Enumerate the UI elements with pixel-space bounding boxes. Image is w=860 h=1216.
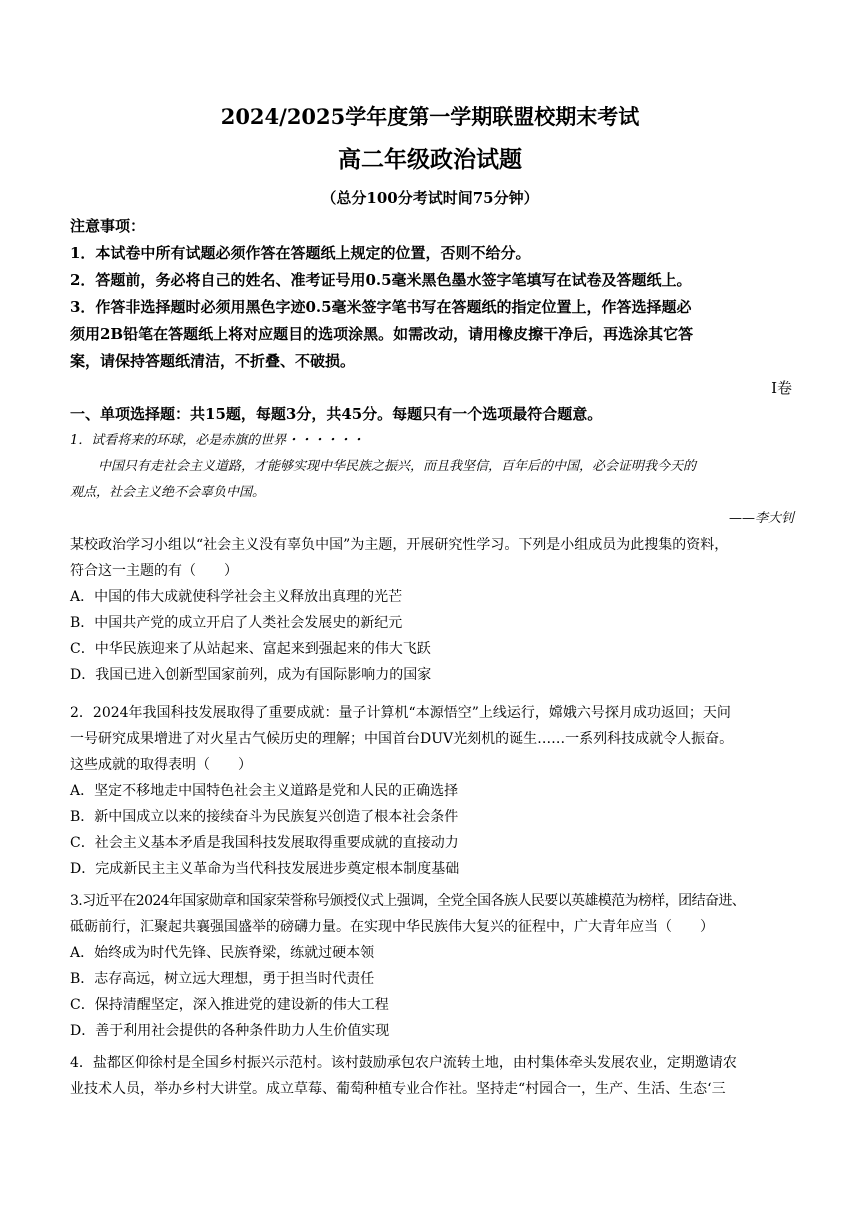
q3-option-b: B．志存高远，树立远大理想，勇于担当时代责任 [70, 971, 375, 987]
q2-option-d: D．完成新民主主义革命为当代科技发展进步奠定根本制度基础 [70, 861, 460, 877]
q1-stem: 符合这一主题的有（ ） [70, 563, 238, 579]
q2-stem: 2．2024年我国科技发展取得了重要成就：量子计算机“本源悟空”上线运行，嫦娥六号探月成功返回；天问 [70, 705, 731, 721]
exam-title: 2024/2025学年度第一学期联盟校期末考试 [220, 104, 640, 129]
notice-heading: 注意事项： [70, 217, 146, 235]
volume-label: Ⅰ卷 [771, 379, 792, 397]
q2-stem: 这些成就的取得表明（ ） [70, 757, 252, 773]
question-4 [70, 1050, 794, 1102]
q2-option-a: A．坚定不移地走中国特色社会主义道路是党和人民的正确选择 [70, 783, 459, 799]
section-title: 一、单项选择题：共15题，每题3分，共45分。每题只有一个选项最符合题意。 [70, 405, 603, 423]
q1-quote-line: 中国只有走社会主义道路，才能够实现中华民族之振兴，而且我坚信，百年后的中国，必会证明我今天的 [98, 459, 697, 474]
q1-option-d: D．我国已进入创新型国家前列，成为有国际影响力的国家 [70, 667, 432, 683]
q3-option-d: D．善于利用社会提供的各种条件助力人生价值实现 [70, 1023, 390, 1039]
q3-stem: 砥砺前行，汇聚起共襄强国盛举的磅礴力量。在实现中华民族伟大复兴的征程中，广大青年应当（ ） [70, 919, 714, 935]
q3-option-c: C．保持清醒坚定，深入推进党的建设新的伟大工程 [70, 997, 389, 1013]
question-2 [70, 700, 794, 882]
q2-option-b: B．新中国成立以来的接续奋斗为民族复兴创造了根本社会条件 [70, 809, 459, 825]
question-1 [70, 428, 794, 688]
q4-stem: 4．盐都区仰徐村是全国乡村振兴示范村。该村鼓励承包农户流转土地，由村集体牵头发展农业，定期邀请农 [70, 1055, 737, 1071]
q1-option-a: A．中国的伟大成就使科学社会主义释放出真理的光芒 [70, 589, 403, 605]
q2-option-c: C．社会主义基本矛盾是我国科技发展取得重要成就的直接动力 [70, 835, 459, 851]
q1-stem: 某校政治学习小组以“社会主义没有辜负中国”为主题，开展研究性学习。下列是小组成员为此搜集的资料， [70, 537, 729, 553]
q3-option-a: A．始终成为时代先锋、民族脊梁，练就过硬本领 [70, 945, 375, 961]
exam-meta: （总分100分考试时间75分钟） [321, 189, 539, 207]
notice-item-3-end: 案，请保持答题纸清洁，不折叠、不破损。 [70, 352, 356, 370]
q1-quote-line: 观点，社会主义绝不会辜负中国。 [70, 485, 266, 500]
q1-attribution: ——李大钊 [728, 511, 794, 526]
question-3 [70, 888, 794, 1044]
q2-stem: 一号研究成果增进了对火星古气候历史的理解；中国首台DUV光刻机的诞生……一系列科技成就令人振奋。 [70, 731, 734, 747]
q1-option-b: B．中国共产党的成立开启了人类社会发展史的新纪元 [70, 615, 403, 631]
q1-option-c: C．中华民族迎来了从站起来、富起来到强起来的伟大飞跃 [70, 641, 431, 657]
exam-subtitle: 高二年级政治试题 [338, 146, 522, 173]
q3-stem: 3.习近平在2024年国家勋章和国家荣誉称号颁授仪式上强调，全党全国各族人民要以英雄模范为榜样，团结奋进、 [70, 893, 746, 909]
notice-item-2: 2．答题前，务必将自己的姓名、准考证号用0.5毫米黑色墨水签字笔填写在试卷及答题纸上。 [70, 271, 692, 289]
notice-item-1: 1．本试卷中所有试题必须作答在答题纸上规定的位置，否则不给分。 [70, 244, 531, 262]
q4-stem: 业技术人员，举办乡村大讲堂。成立草莓、葡萄种植专业合作社。坚持走“村园合一，生产、生活、生态‘三 [70, 1081, 726, 1097]
notice-item-3-cont: 须用2B铅笔在答题纸上将对应题目的选项涂黑。如需改动，请用橡皮擦干净后，再选涂其它答 [70, 325, 694, 343]
notice-item-3: 3．作答非选择题时必须用黑色字迹0.5毫米签字笔书写在答题纸的指定位置上，作答选择题必 [70, 298, 692, 316]
q1-quote-title: 1．试看将来的环球，必是赤旗的世界・・・・・・ [70, 433, 365, 448]
